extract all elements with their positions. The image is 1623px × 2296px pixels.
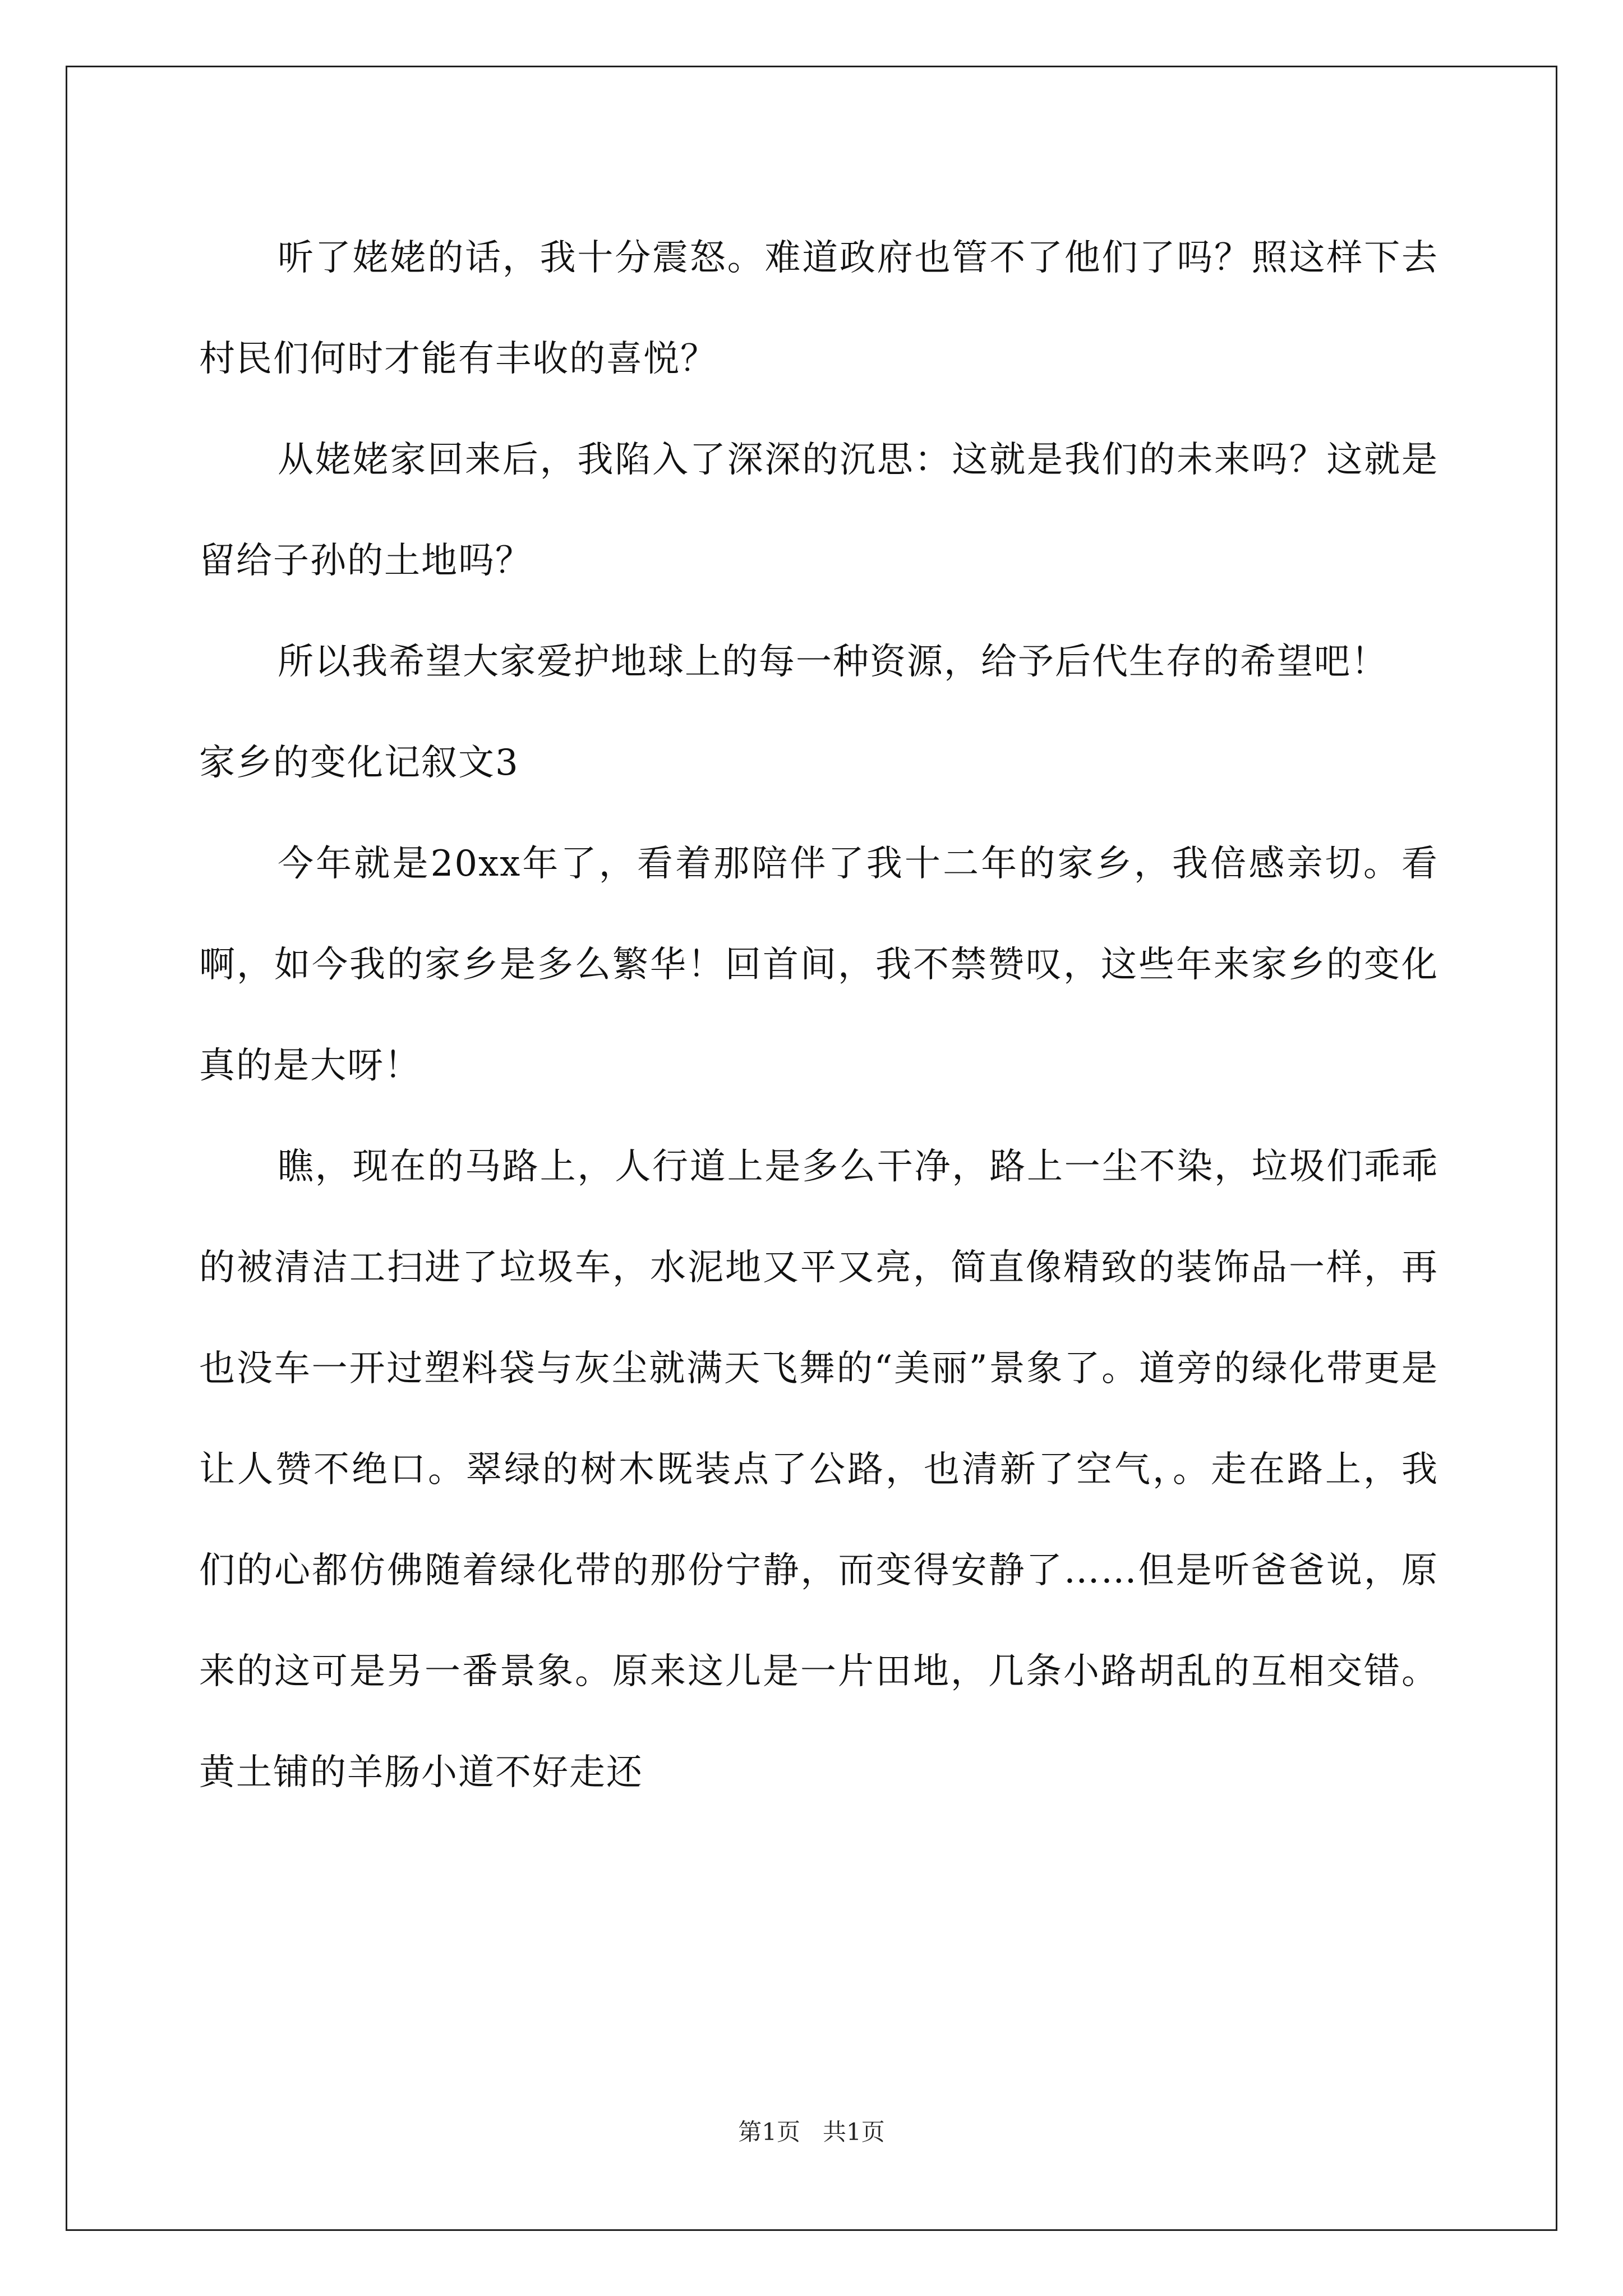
paragraph: 瞧，现在的马路上，人行道上是多么干净，路上一尘不染，垃圾们乖乖的被清洁工扫进了垃圾车，水泥地又平又亮，简直像精致的装饰品一样，再也没车一开过塑料袋与灰尘就满天飞舞的“美丽”景象了。道旁的绿化带更是让人赞不绝口。翠绿的树木既装点了公路，也清新了空气，。走在路上，我们的心都仿佛随着绿化带的那份宁静，而变得安静了……但是听爸爸说，原来的这可是另一番景象。原来这儿是一片田地，几条小路胡乱的互相交错。黄土铺的羊肠小道不好走还 xyxy=(199,1146,1438,1793)
paragraph: 所以我希望大家爱护地球上的每一种资源，给予后代生存的希望吧！ xyxy=(278,641,1388,683)
section-heading: 家乡的变化记叙文3 xyxy=(199,742,519,784)
page-total: 共1页 xyxy=(823,2118,885,2146)
page-footer xyxy=(0,2114,1623,2147)
document-body xyxy=(199,208,1438,1823)
paragraph: 从姥姥家回来后，我陷入了深深的沉思：这就是我们的未来吗？这就是留给子孙的土地吗？ xyxy=(199,439,1438,582)
page-number: 第1页 xyxy=(738,2118,800,2146)
paragraph: 今年就是20xx年了，看着那陪伴了我十二年的家乡，我倍感亲切。看啊，如今我的家乡是多么繁华！回首间，我不禁赞叹，这些年来家乡的变化真的是大呀！ xyxy=(199,843,1438,1087)
paragraph: 听了姥姥的话，我十分震怒。难道政府也管不了他们了吗？照这样下去村民们何时才能有丰收的喜悦？ xyxy=(199,237,1438,380)
